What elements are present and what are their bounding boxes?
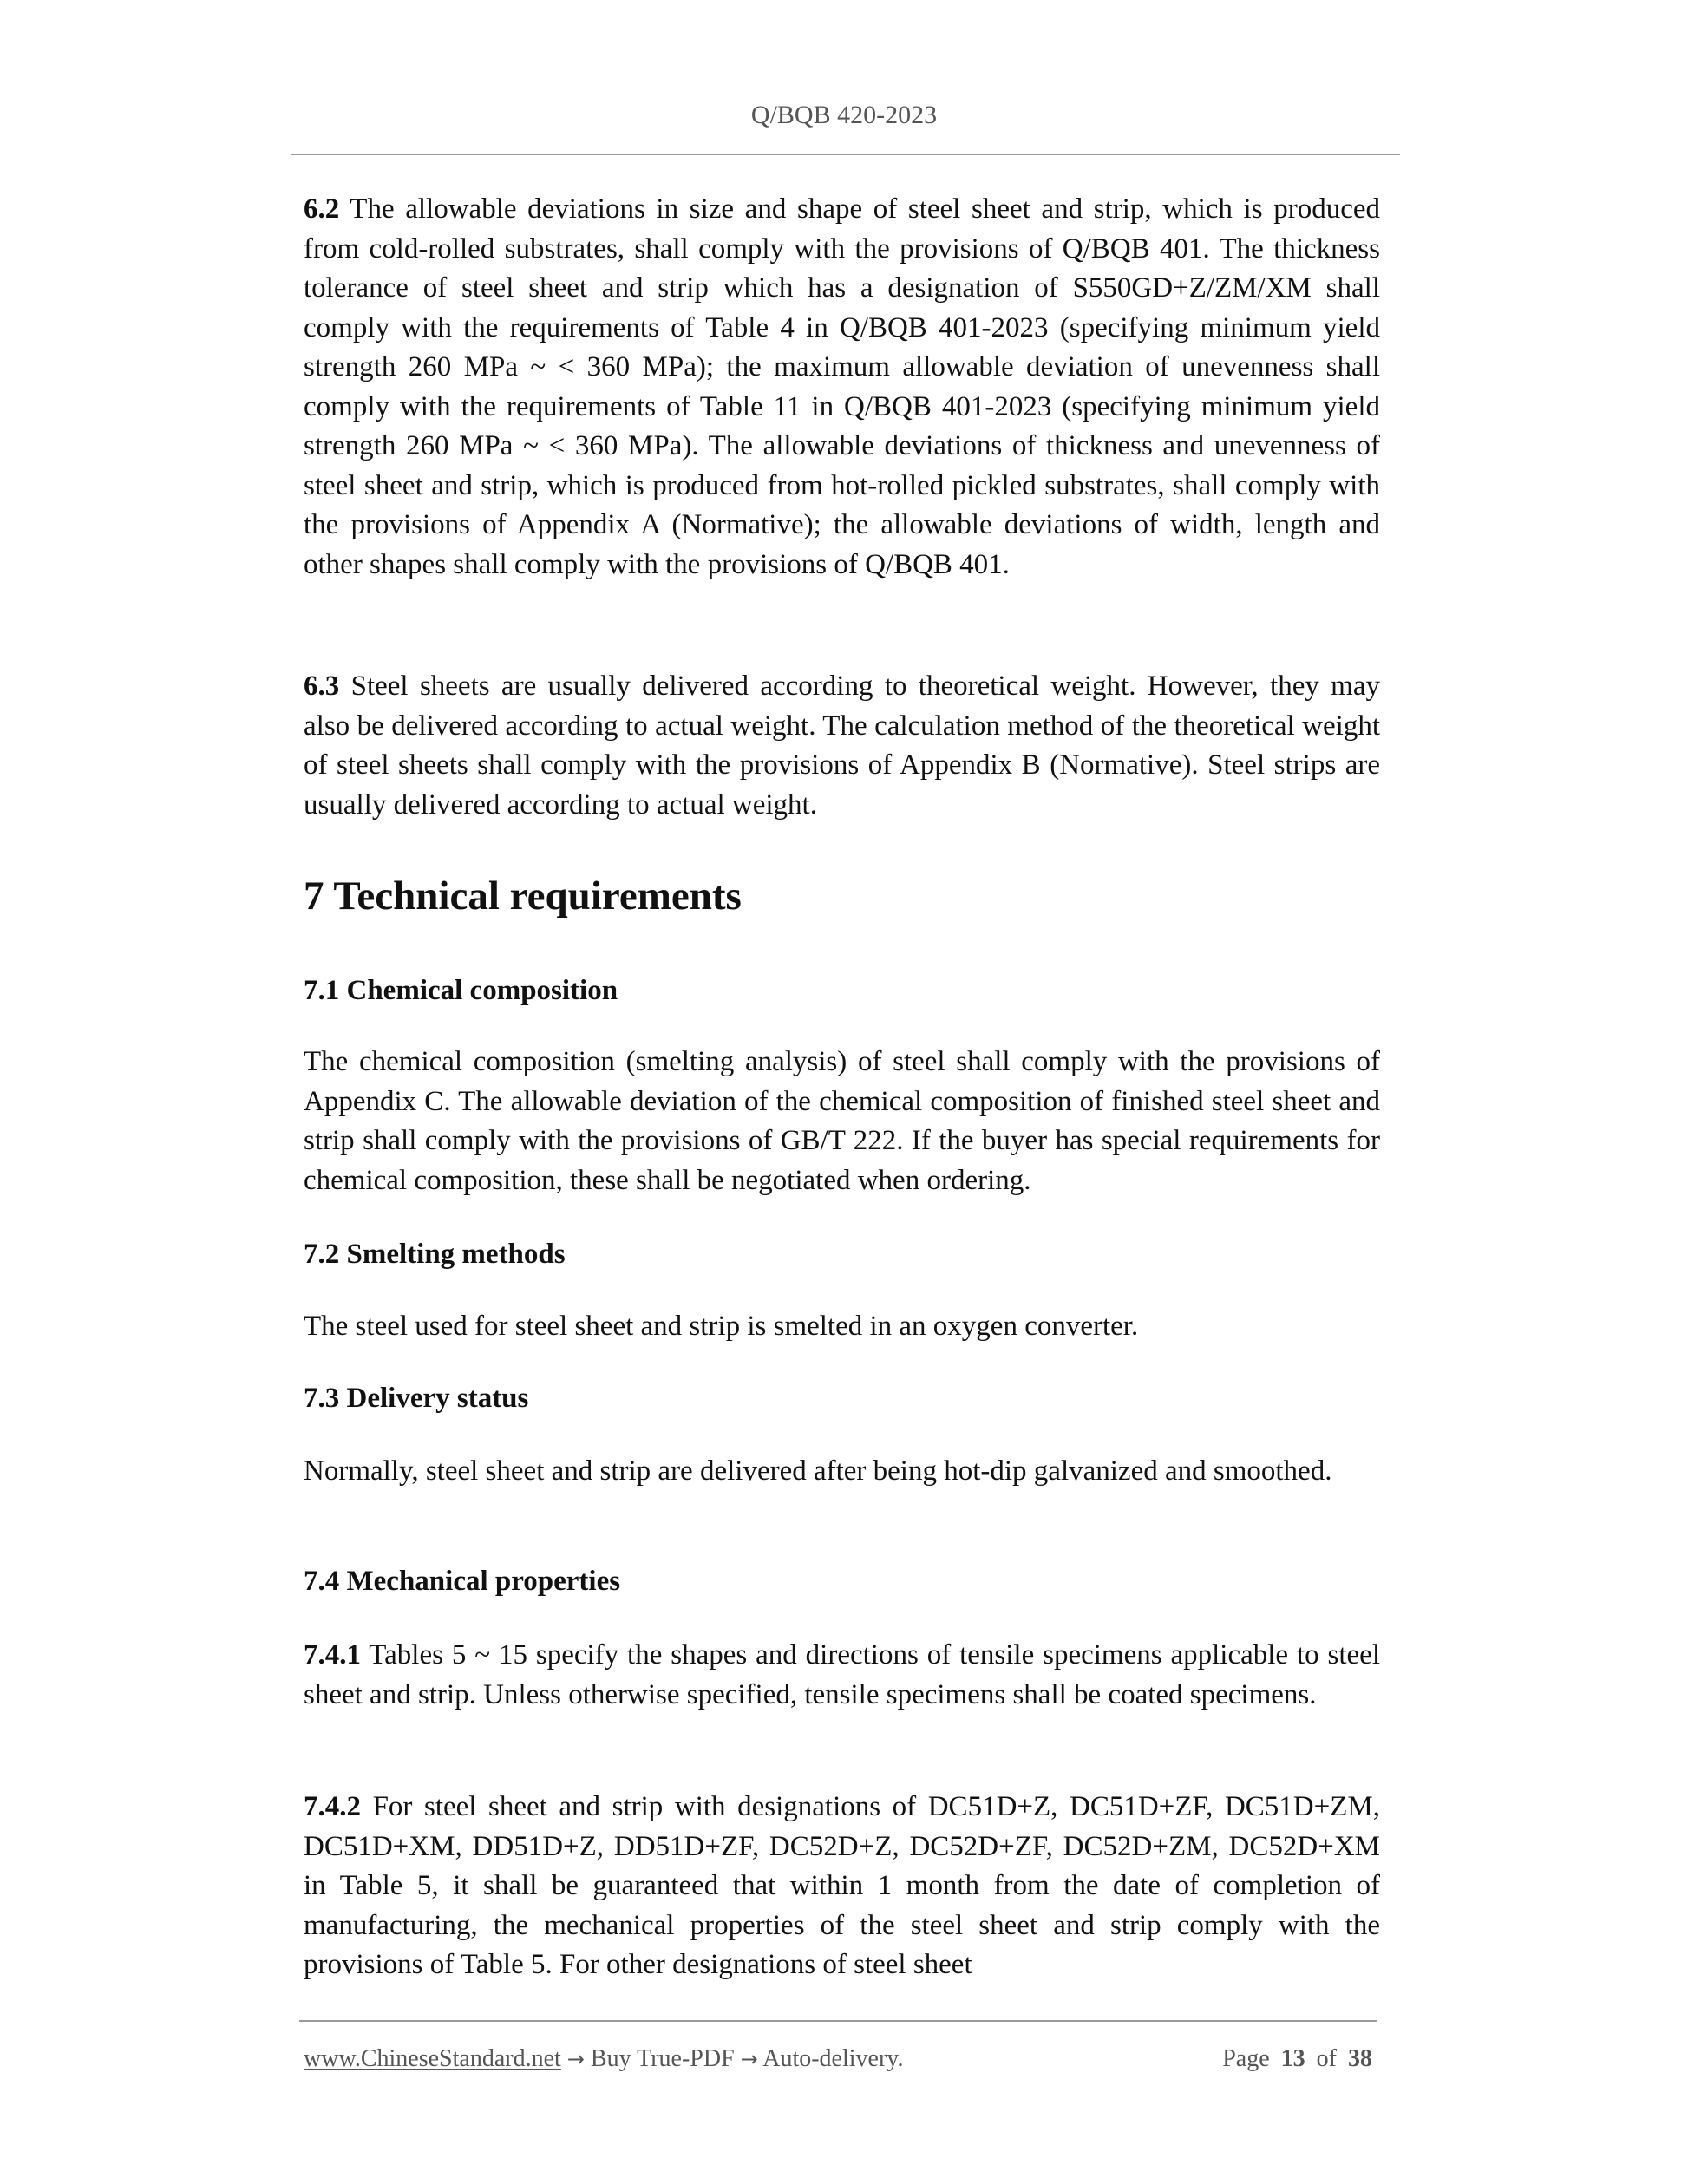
subsection-heading-7-3: 7.3 Delivery status	[304, 1383, 529, 1414]
clause-text: Normally, steel sheet and strip are delivered after being hot-dip galvanized and smoothed.	[304, 1455, 1332, 1487]
arrow-right-icon: →	[566, 2047, 585, 2071]
header-divider	[291, 154, 1400, 155]
arrow-right-icon: →	[740, 2047, 758, 2071]
site-link[interactable]: www.ChineseStandard.net	[304, 2045, 561, 2072]
clause-number: 7.4.1	[304, 1639, 361, 1671]
clause-number: 6.3	[304, 670, 340, 702]
paragraph-7-1	[304, 1043, 1380, 1200]
paragraph-7-4-2	[304, 1788, 1380, 1985]
clause-text: Tables 5 ~ 15 specify the shapes and directions of tensile specimens applicable to steel sheet and strip. Unless otherwise specified, tensile specimens shall be coated specimens.	[304, 1639, 1380, 1710]
clause-text: Steel sheets are usually delivered according to theoretical weight. However, they may also be delivered according to actual weight. The calculation method of the theoretical weight of steel sheets shall comply with the provisions of Appendix B (Normative). Steel strips are usually delivered according to actual weight.	[304, 670, 1381, 821]
subsection-heading-7-1: 7.1 Chemical composition	[304, 975, 618, 1006]
clause-number: 6.2	[304, 193, 340, 225]
delivery-text: Auto-delivery.	[762, 2045, 904, 2072]
paragraph-7-2	[304, 1307, 1380, 1347]
section-heading-7: 7 Technical requirements	[304, 873, 742, 919]
paragraph-6-3	[304, 667, 1380, 825]
subsection-heading-7-2: 7.2 Smelting methods	[304, 1239, 566, 1270]
clause-text: The allowable deviations in size and shape of steel sheet and strip, which is produced from cold-rolled substrates, shall comply with the provisions of Q/BQB 401. The thickness tolerance of steel sheet and strip which has a designation of S550GD+Z/ZM/XM shall comply with the requirements of Table 4 in Q/BQB 401-2023 (specifying minimum yield strength 260 MPa ~ < 360 MPa); the maximum allowable deviation of unevenness shall comply with the requirements of Table 11 in Q/BQB 401-2023 (specifying minimum yield strength 260 MPa ~ < 360 MPa). The allowable deviations of thickness and unevenness of steel sheet and strip, which is produced from hot-rolled pickled substrates, shall comply with the provisions of Appendix A (Normative); the allowable deviations of width, length and other shapes shall comply with the provisions of Q/BQB 401.	[304, 193, 1380, 580]
page-number	[1222, 2043, 1372, 2076]
clause-text: The steel used for steel sheet and strip is smelted in an oxygen converter.	[304, 1311, 1139, 1342]
document-code-header: Q/BQB 420-2023	[750, 101, 938, 129]
clause-text: The chemical composition (smelting analysis) of steel shall comply with the provisions of Appendix C. The allowable deviation of the chemical composition of finished steel sheet and strip shall comply with the provisions of GB/T 222. If the buyer has special requirements for chemical composition, these shall be negotiated when ordering.	[304, 1046, 1380, 1196]
footer-divider	[299, 2020, 1377, 2022]
paragraph-7-3	[304, 1452, 1380, 1492]
subsection-heading-7-4: 7.4 Mechanical properties	[304, 1566, 621, 1597]
clause-number: 7.4.2	[304, 1791, 361, 1822]
clause-text: For steel sheet and strip with designations of DC51D+Z, DC51D+ZF, DC51D+ZM, DC51D+XM, DD51D+Z, DD51D+ZF, DC52D+Z, DC52D+ZF, DC52D+ZM, DC52D+XM in Table 5, it shall be guaranteed that within 1 month from the date of completion of manufacturing, the mechanical properties of the steel sheet and strip comply with the provisions of Table 5. For other designations of steel sheet	[304, 1791, 1380, 1980]
paragraph-7-4-1	[304, 1636, 1380, 1715]
paragraph-6-2	[304, 190, 1380, 585]
page-label: Page	[1222, 2045, 1270, 2072]
page-current: 13	[1280, 2045, 1305, 2072]
page-total: 38	[1348, 2045, 1372, 2072]
page-of: of	[1316, 2045, 1337, 2072]
buy-text: Buy True-PDF	[590, 2045, 735, 2072]
page-footer	[304, 2043, 1372, 2076]
